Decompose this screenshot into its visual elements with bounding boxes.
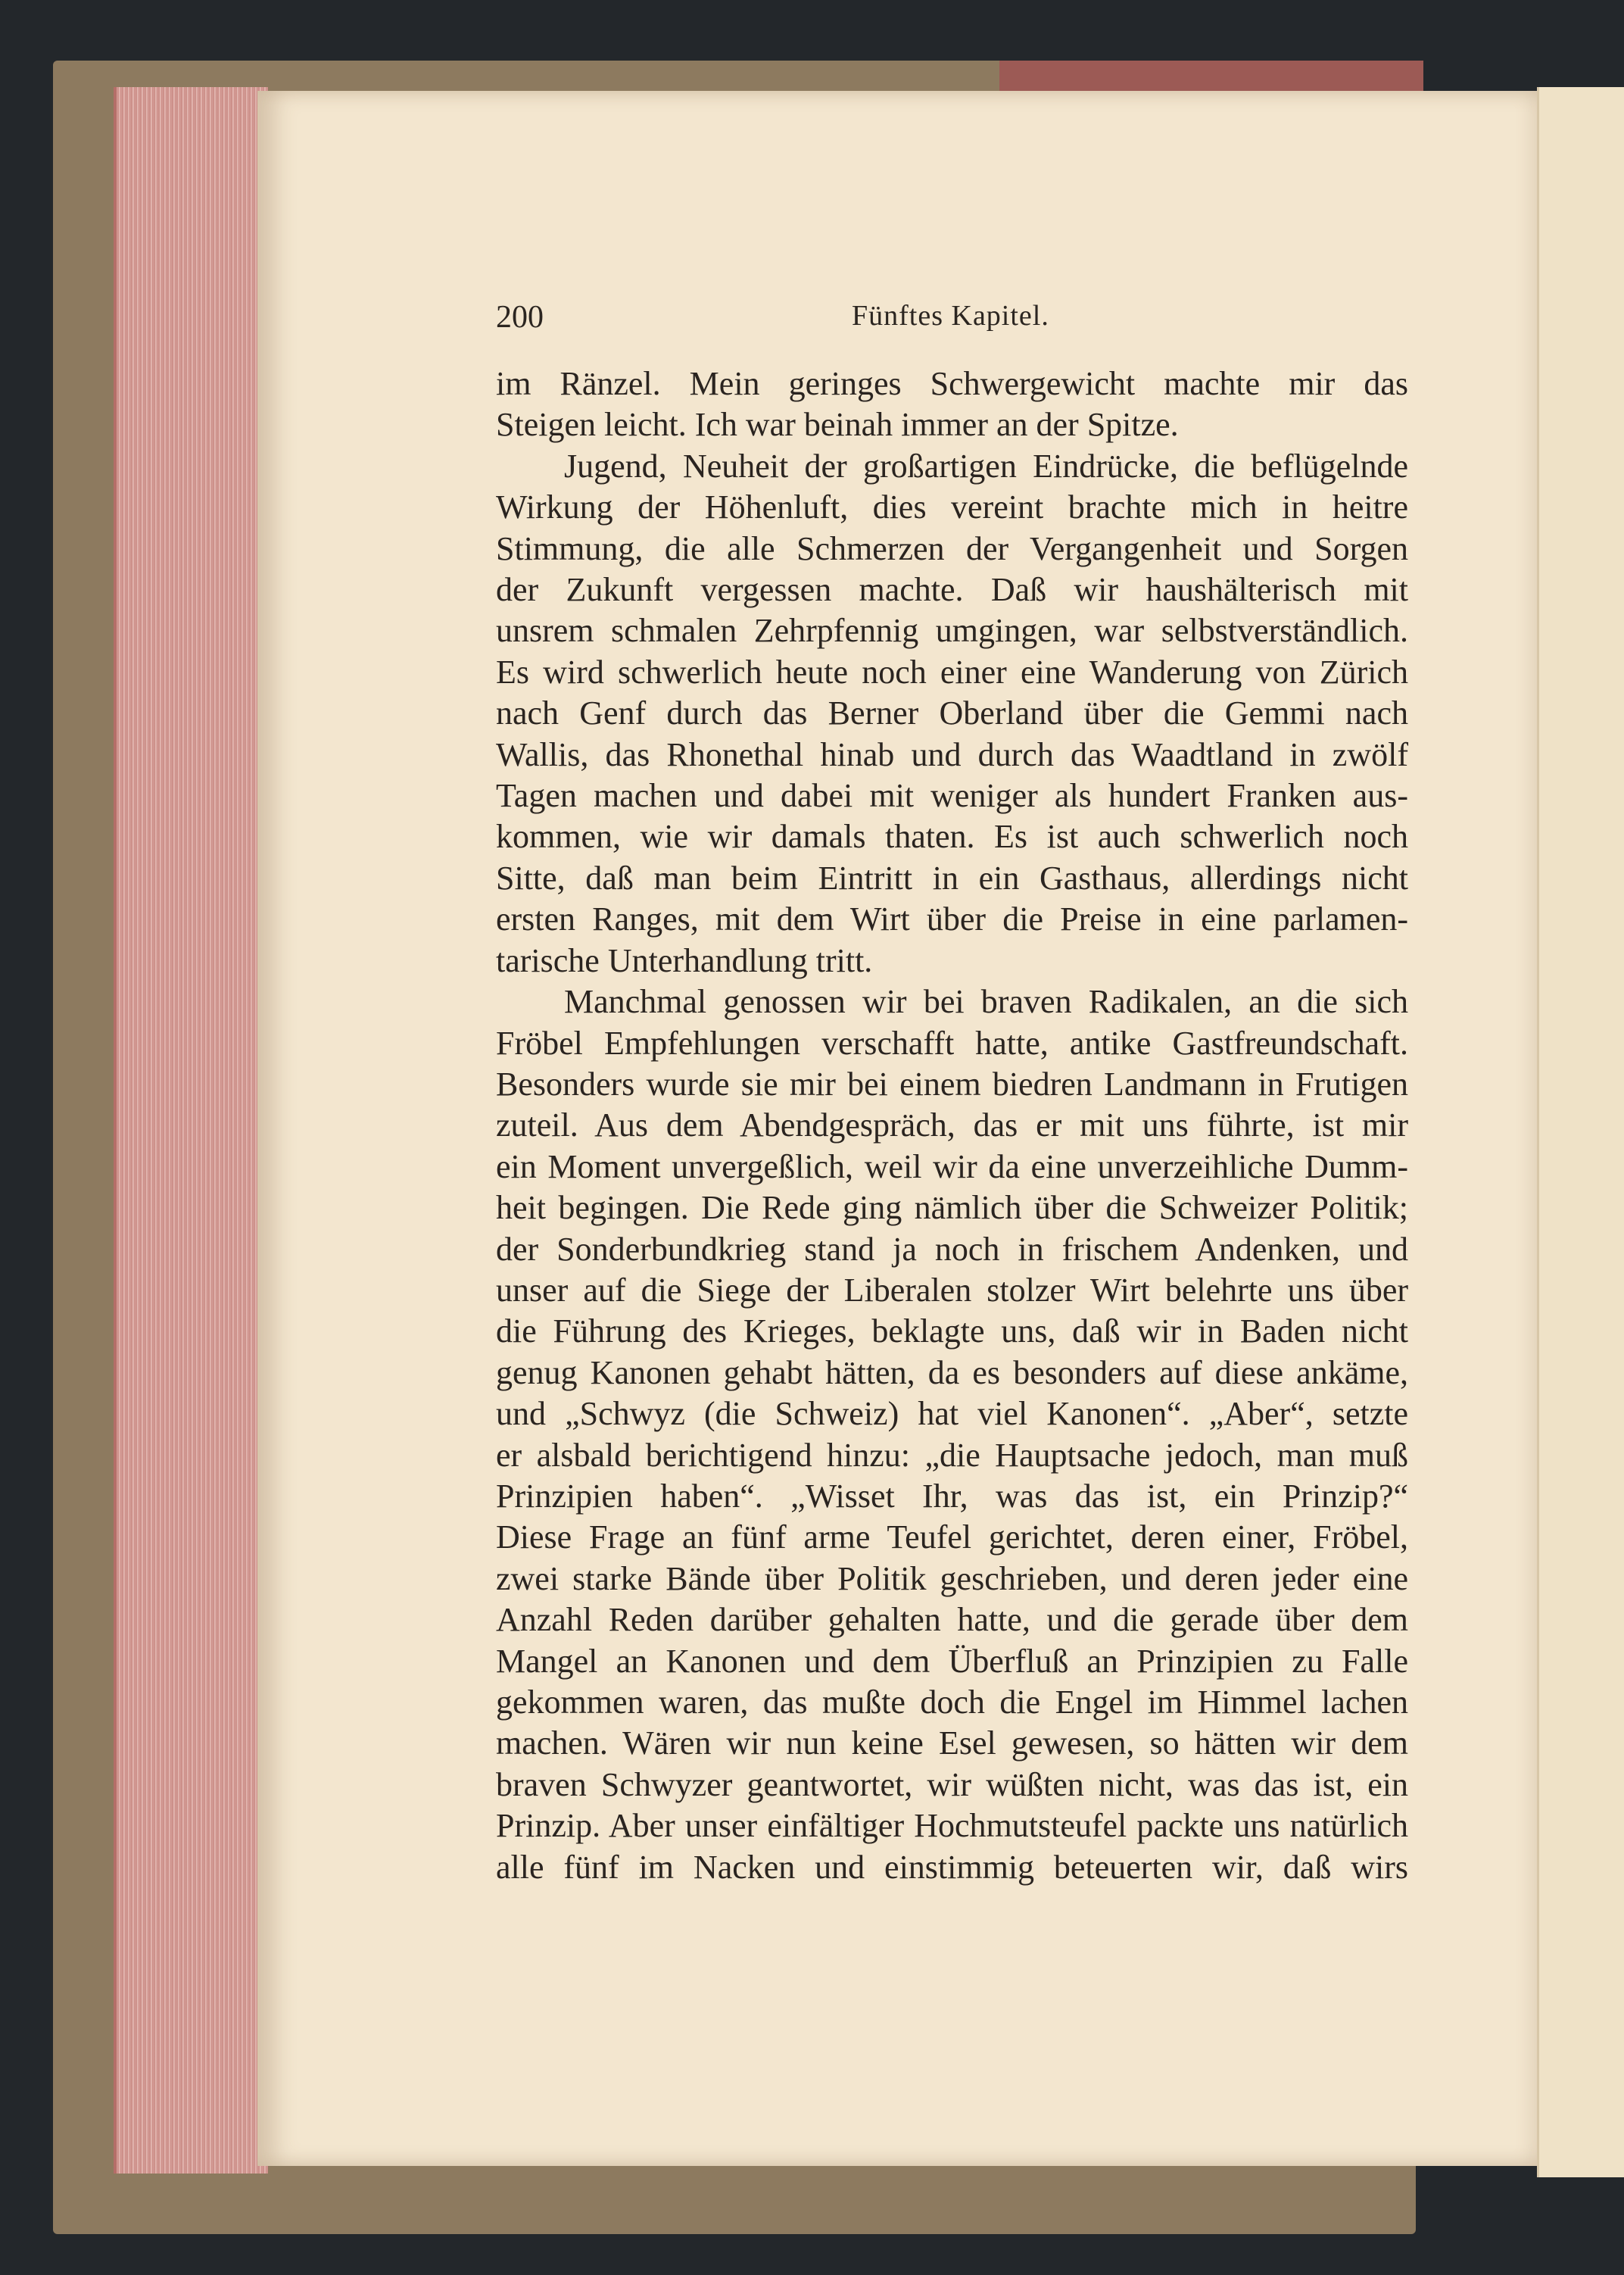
text-line: Besonders wurde sie mir bei einem biedren Landmann in Frutigen	[496, 1065, 1408, 1103]
text-line: er alsbald berichtigend hinzu: „die Hauptsache jedoch, man muß	[496, 1436, 1408, 1474]
text-line: Es wird schwerlich heute noch einer eine Wanderung von Zürich	[496, 653, 1408, 691]
text-line: nach Genf durch das Berner Oberland über die Gemmi nach	[496, 694, 1408, 732]
text-line: Anzahl Reden darüber gehalten hatte, und die gerade über dem	[496, 1601, 1408, 1639]
running-head: Fünftes Kapitel.	[852, 300, 1049, 332]
text-line: Manchmal genossen wir bei braven Radikalen, an die sich	[564, 983, 1408, 1021]
text-line: Mangel an Kanonen und dem Überfluß an Prinzipien zu Falle	[496, 1642, 1408, 1680]
text-line: Diese Frage an fünf arme Teufel gerichtet, deren einer, Fröbel,	[496, 1518, 1408, 1556]
cover-spine-edge	[999, 61, 1423, 91]
text-line: zwei starke Bände über Politik geschrieben, und deren jeder eine	[496, 1559, 1408, 1597]
text-line: genug Kanonen gehabt hätten, da es besonders auf diese ankäme,	[496, 1353, 1408, 1391]
text-line: ein Moment unvergeßlich, weil wir da eine unverzeihliche Dumm-	[496, 1147, 1408, 1185]
text-line: kommen, wie wir damals thaten. Es ist auch schwerlich noch	[496, 818, 1408, 856]
text-line: Wirkung der Höhenluft, dies vereint brachte mich in heitre	[496, 488, 1408, 526]
text-line: die Führung des Krieges, beklagte uns, daß wir in Baden nicht	[496, 1312, 1408, 1350]
text-line: der Sonderbundkrieg stand ja noch in frischem Andenken, und	[496, 1230, 1408, 1268]
text-line: Prinzipien haben“. „Wisset Ihr, was das ist, ein Prinzip?“	[496, 1477, 1408, 1515]
text-line: Fröbel Empfehlungen verschafft hatte, antike Gastfreundschaft.	[496, 1024, 1408, 1062]
text-line: und „Schwyz (die Schweiz) hat viel Kanonen“. „Aber“, setzte	[496, 1395, 1408, 1433]
text-line: Stimmung, die alle Schmerzen der Vergangenheit und Sorgen	[496, 529, 1408, 567]
text-line: braven Schwyzer geantwortet, wir wüßten nicht, was das ist, ein	[496, 1765, 1408, 1803]
text-line: Sitte, daß man beim Eintritt in ein Gasthaus, allerdings nicht	[496, 859, 1408, 897]
text-line: unser auf die Siege der Liberalen stolzer Wirt belehrte uns über	[496, 1271, 1408, 1309]
text-line: ersten Ranges, mit dem Wirt über die Preise in eine parlamen-	[496, 900, 1408, 938]
text-line: Tagen machen und dabei mit weniger als hundert Franken aus-	[496, 777, 1408, 815]
text-line: Jugend, Neuheit der großartigen Eindrücke, die beflügelnde	[564, 447, 1408, 485]
facing-page-edge	[1537, 87, 1624, 2177]
text-line: Steigen leicht. Ich war beinah immer an der Spitze.	[496, 406, 1179, 444]
text-line: heit begingen. Die Rede ging nämlich über die Schweizer Politik;	[496, 1189, 1408, 1227]
text-line: machen. Wären wir nun keine Esel gewesen, so hätten wir dem	[496, 1724, 1408, 1762]
text-line: der Zukunft vergessen machte. Daß wir haushälterisch mit	[496, 571, 1408, 609]
text-line: unsrem schmalen Zehrpfennig umgingen, war selbstverständlich.	[496, 612, 1408, 650]
text-line: Wallis, das Rhonethal hinab und durch das Waadtland in zwölf	[496, 735, 1408, 773]
page-header	[496, 299, 1408, 345]
text-line: im Ränzel. Mein geringes Schwergewicht machte mir das	[496, 365, 1408, 402]
text-line: tarische Unterhandlung tritt.	[496, 941, 873, 979]
text-line: zuteil. Aus dem Abendgespräch, das er mit uns führte, ist mir	[496, 1106, 1408, 1144]
text-line: Prinzip. Aber unser einfältiger Hochmutsteufel packte uns natürlich	[496, 1807, 1408, 1845]
page-edges	[114, 87, 268, 2174]
page-number: 200	[496, 300, 544, 335]
body-text	[496, 364, 1408, 1888]
text-line: gekommen waren, das mußte doch die Engel im Himmel lachen	[496, 1684, 1408, 1721]
text-line: alle fünf im Nacken und einstimmig beteuerten wir, daß wirs	[496, 1848, 1408, 1886]
